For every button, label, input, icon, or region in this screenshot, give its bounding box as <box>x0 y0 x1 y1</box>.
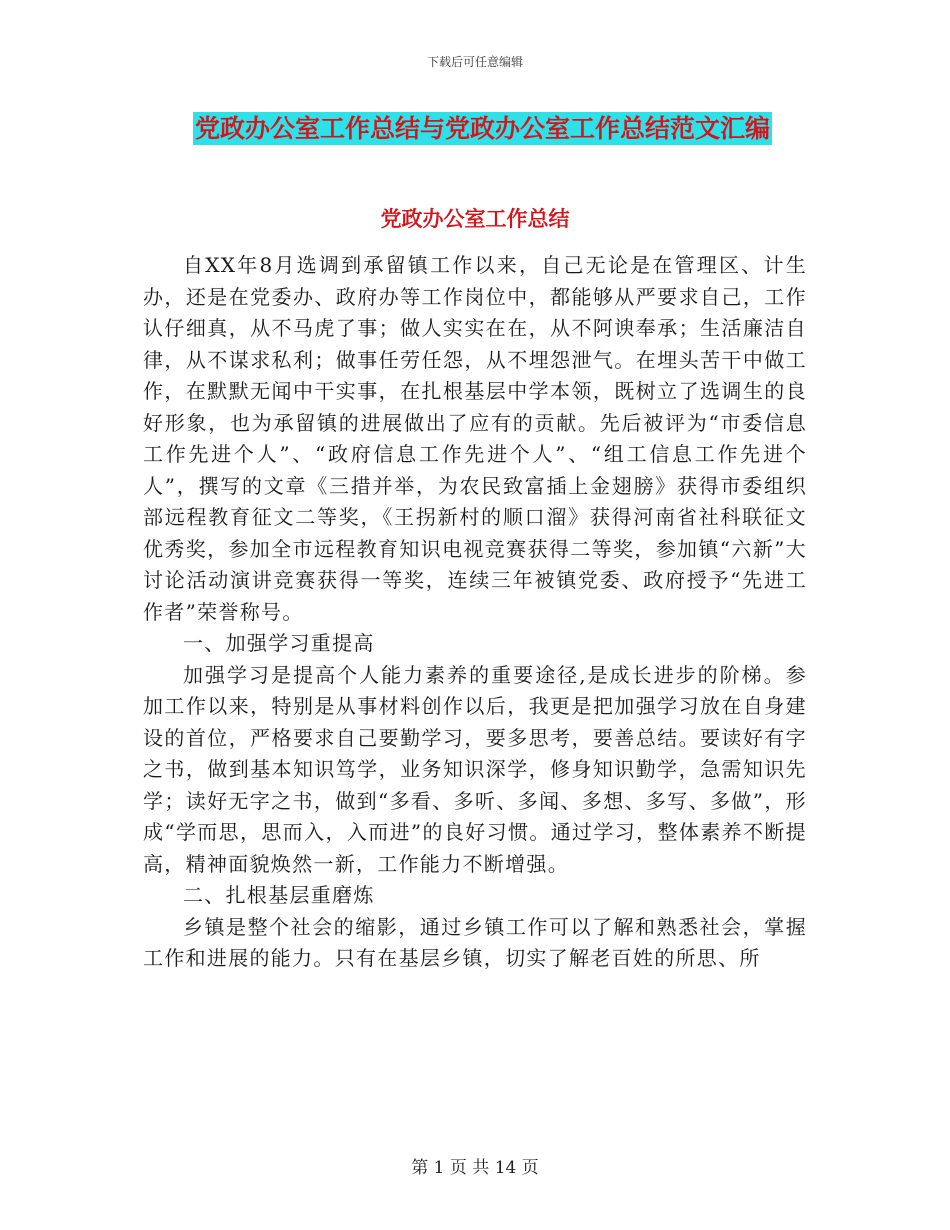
document-title: 党政办公室工作总结与党政办公室工作总结范文汇编 <box>195 114 771 143</box>
heading-1: 一、加强学习重提高 <box>183 631 375 655</box>
paragraph-study: 加强学习是提高个人能力素养的重要途径,是成长进步的阶梯。参加工作以来，特别是从事材料创作以后，我更是把加强学习放在自身建设的首位，严格要求自己要勤学习，要多思考，要善总结。要读好有字之书，做到基本知识笃学，业务知识深学，修身知识勤学，急需知识先学；读好无字之书，做到“多看、多听、多闻、多想、多写、多做”，形成“学而思，思而入，入而进”的良好习惯。通过学习，整体素养不断提高，精神面貌焕然一新，工作能力不断增强。 <box>143 662 807 876</box>
document-title-container <box>193 112 772 145</box>
paragraph-grassroots: 乡镇是整个社会的缩影，通过乡镇工作可以了解和熟悉社会，掌握工作和进展的能力。只有在基层乡镇，切实了解老百姓的所思、所 <box>143 914 807 970</box>
page-footer <box>0 1153 950 1178</box>
page-number-label: 第 1 页 共 14 页 <box>411 1158 539 1178</box>
document-body <box>143 250 807 975</box>
heading-2: 二、扎根基层重磨炼 <box>183 883 375 907</box>
section-title: 党政办公室工作总结 <box>380 207 570 231</box>
page-header-note: 下载后可任意编辑 <box>426 55 523 69</box>
paragraph-intro: 自XX年8月选调到承留镇工作以来，自己无论是在管理区、计生办，还是在党委办、政府办等工作岗位中，都能够从严要求自己，工作认仔细真，从不马虎了事；做人实实在在，从不阿谀奉承；生活廉洁自律，从不谋求私利；做事任劳任怨，从不埋怨泄气。在埋头苦干中做工作，在默默无闻中干实事，在扎根基层中学本领，既树立了选调生的良好形象，也为承留镇的进展做出了应有的贡献。先后被评为“市委信息工作先进个人”、“政府信息工作先进个人”、“组工信息工作先进个人”，撰写的文章《三措并举，为农民致富插上金翅膀》获得市委组织部远程教育征文二等奖，《王拐新村的顺口溜》获得河南省社科联征文优秀奖，参加全市远程教育知识电视竞赛获得二等奖，参加镇“六新”大讨论活动演讲竞赛获得一等奖，连续三年被镇党委、政府授予“先进工作者”荣誉称号。 <box>143 253 807 624</box>
